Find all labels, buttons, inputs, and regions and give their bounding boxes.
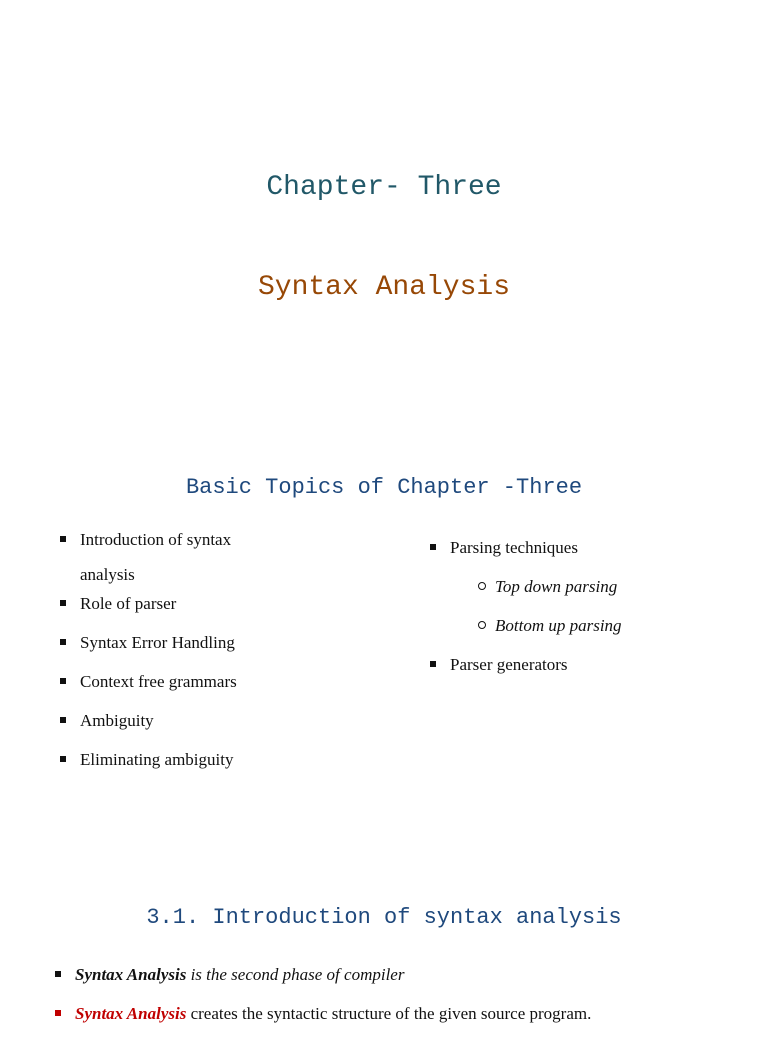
square-bullet-icon (60, 678, 66, 684)
list-item: Syntax Analysis is the second phase of compiler (55, 965, 755, 985)
list-item: Context free grammars (60, 672, 290, 692)
square-bullet-icon (60, 756, 66, 762)
list-item: Syntax Error Handling (60, 633, 290, 653)
square-bullet-icon (60, 536, 66, 542)
sub-list-item: Top down parsing (450, 577, 750, 597)
square-bullet-icon (430, 661, 436, 667)
square-bullet-icon (430, 544, 436, 550)
intro-list (55, 965, 755, 1043)
list-item-parser-generators: Parser generators (430, 655, 750, 675)
topics-list-right (430, 538, 750, 694)
topics-heading: Basic Topics of Chapter -Three (185, 475, 583, 500)
chapter-title: Chapter- Three (266, 172, 502, 203)
section-heading: 3.1. Introduction of syntax analysis (146, 905, 622, 930)
chapter-subtitle: Syntax Analysis (257, 272, 511, 303)
list-item-parsing-techniques: Parsing techniques Top down parsing Bottom up parsing (430, 538, 750, 636)
square-bullet-icon (55, 1010, 61, 1016)
list-item: Syntax Analysis creates the syntactic structure of the given source program. (55, 1004, 755, 1024)
sub-list-item: Bottom up parsing (450, 616, 750, 636)
topics-list-left (60, 530, 290, 789)
list-item: Introduction of syntax analysis (60, 522, 290, 592)
circle-bullet-icon (478, 582, 486, 590)
square-bullet-icon (55, 971, 61, 977)
square-bullet-icon (60, 600, 66, 606)
term: Syntax Analysis (75, 1004, 187, 1023)
list-item: Eliminating ambiguity (60, 750, 290, 770)
sub-list (450, 577, 750, 636)
list-item: Ambiguity (60, 711, 290, 731)
square-bullet-icon (60, 717, 66, 723)
circle-bullet-icon (478, 621, 486, 629)
list-item: Role of parser (60, 594, 290, 614)
term: Syntax Analysis (75, 965, 187, 984)
square-bullet-icon (60, 639, 66, 645)
